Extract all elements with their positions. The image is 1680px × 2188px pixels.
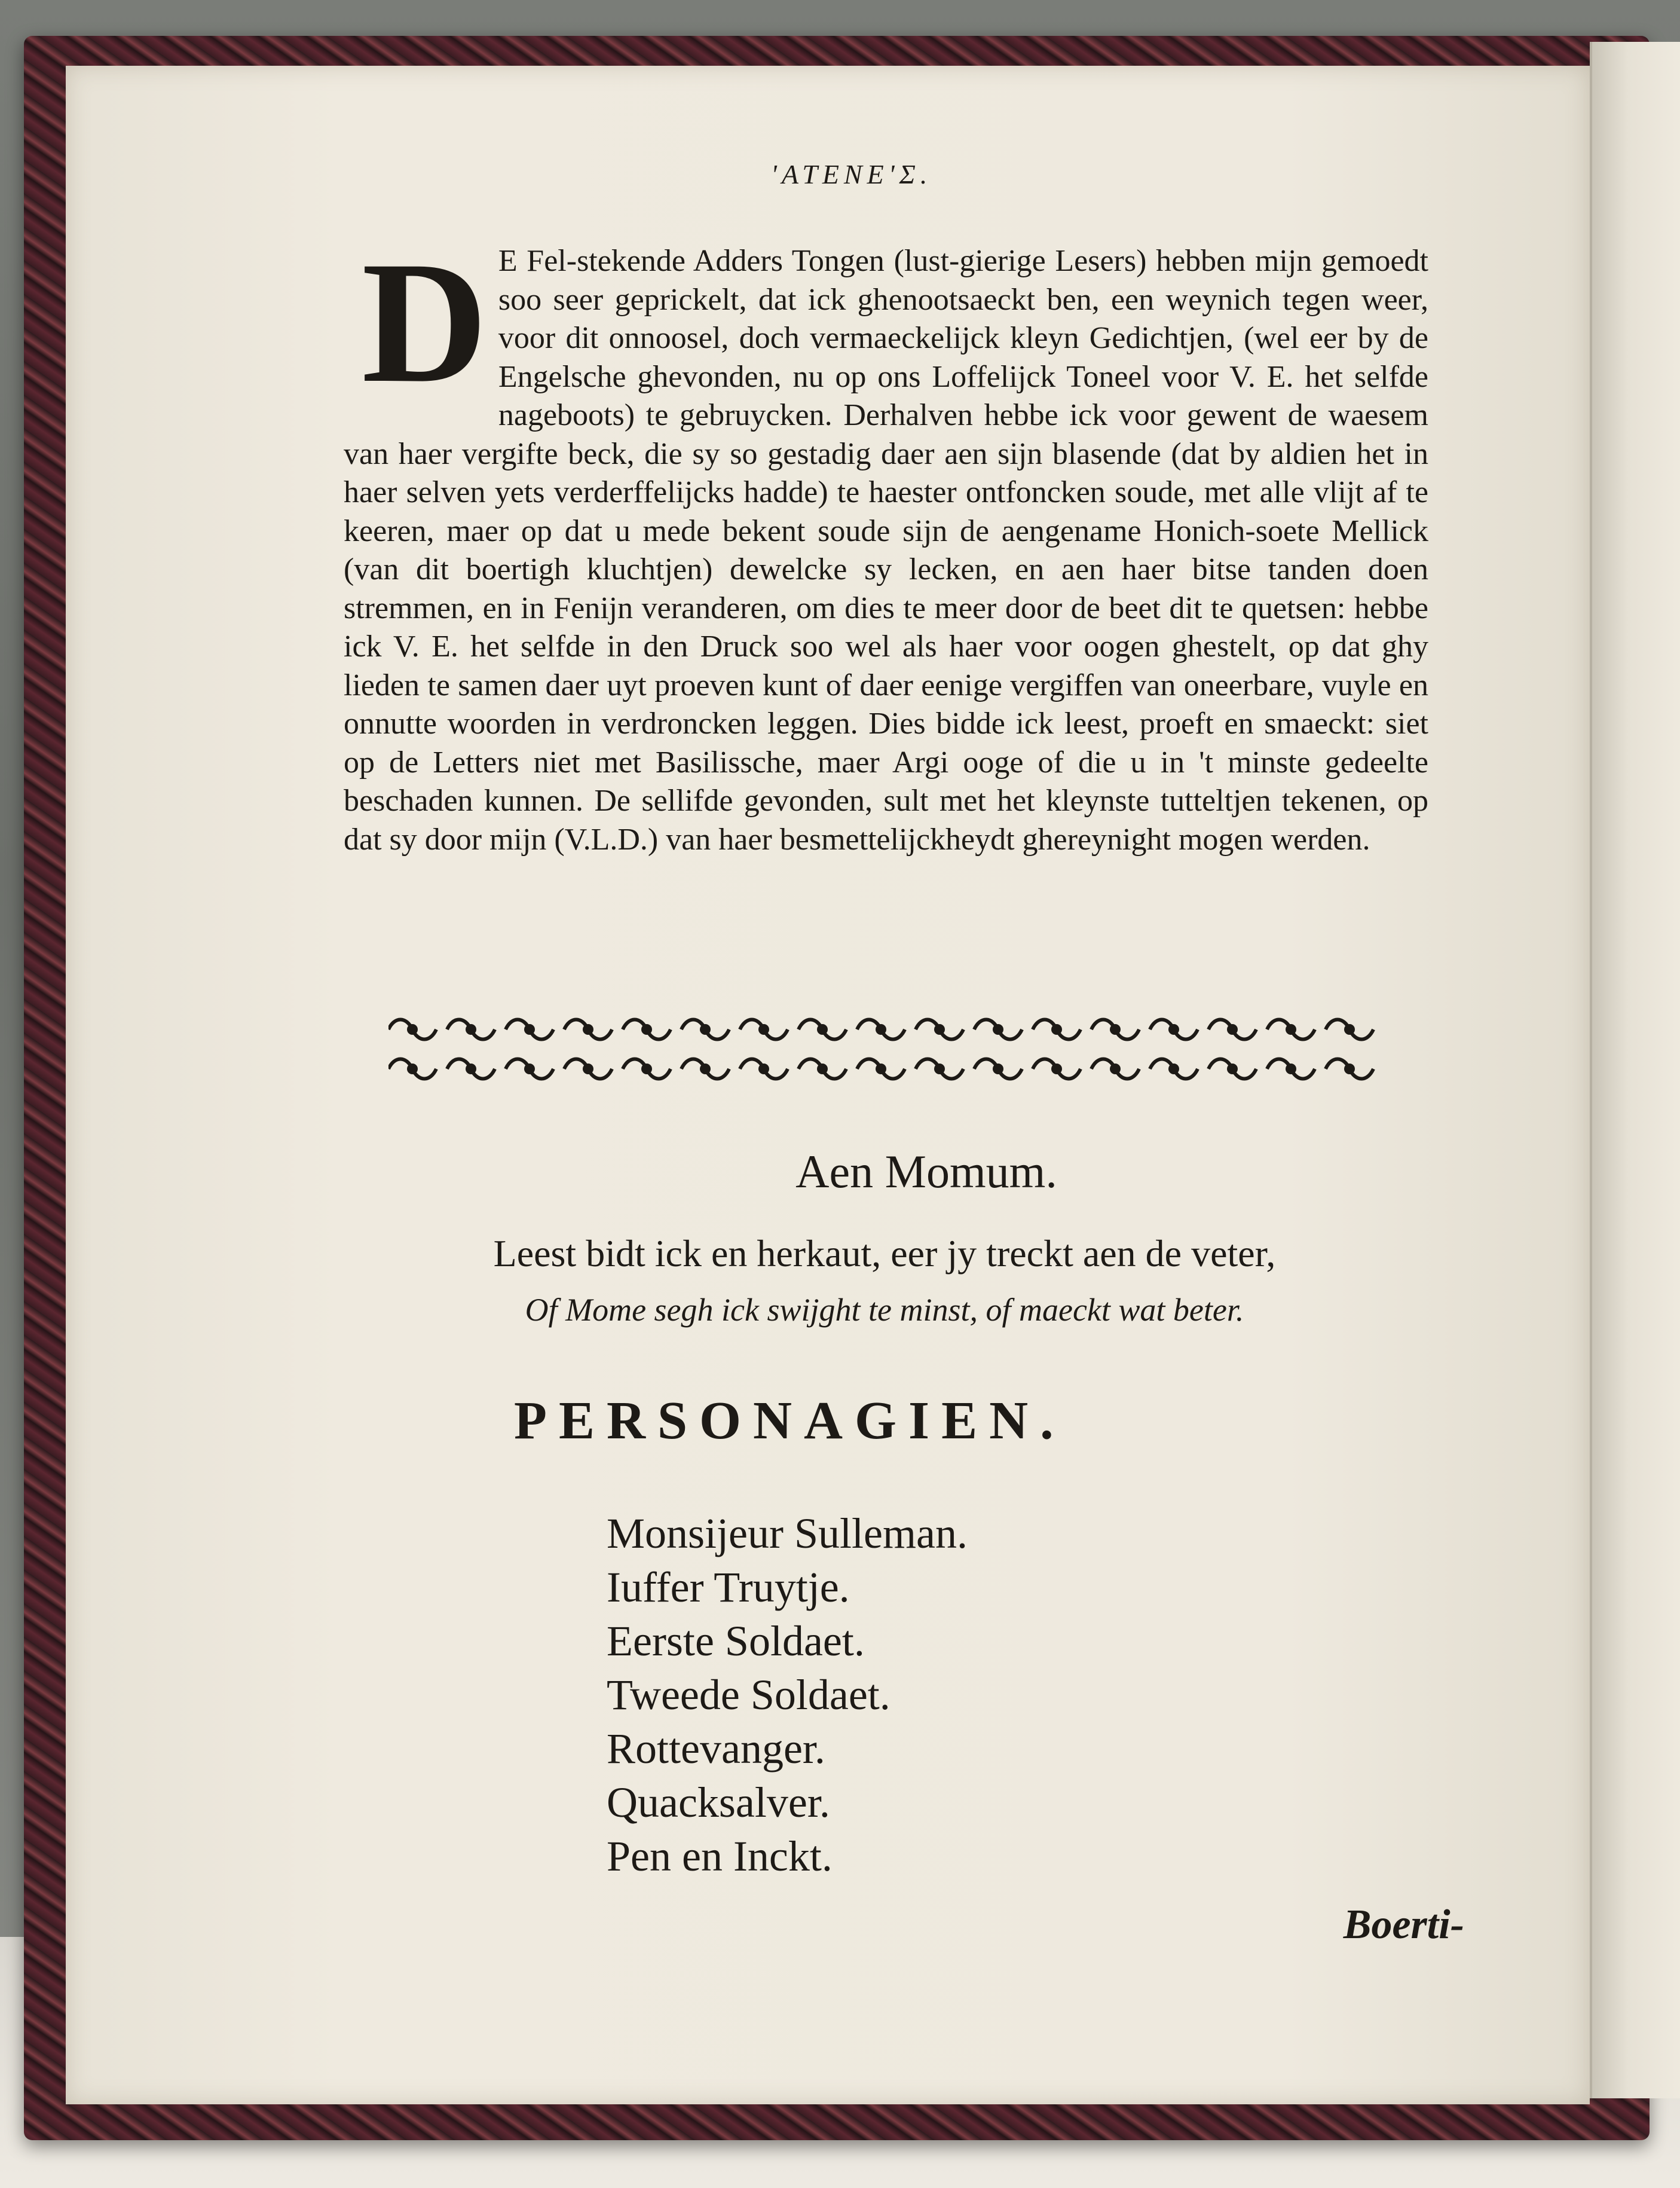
fleuron-unit [447, 1059, 495, 1079]
fleuron-unit [623, 1059, 671, 1079]
fleuron-unit [564, 1020, 612, 1040]
fleuron-unit [1033, 1020, 1081, 1040]
fleuron-unit [857, 1020, 905, 1040]
fleuron-unit [740, 1059, 788, 1079]
cast-member: Rottevanger. [607, 1725, 825, 1773]
cast-heading: PERSONAGIEN. [514, 1391, 1066, 1450]
fleuron-unit [506, 1020, 553, 1040]
fleuron-unit [388, 1020, 436, 1040]
fleuron-unit [564, 1059, 612, 1079]
fleuron-unit [740, 1020, 788, 1040]
drop-cap: D [362, 226, 488, 419]
fleuron-unit [974, 1059, 1022, 1079]
fleuron-border-icon [388, 1010, 1381, 1088]
fleuron-unit [681, 1020, 729, 1040]
fleuron-unit [916, 1059, 963, 1079]
preface-text: E Fel-stekende Adders Tongen (lust-gierige Lesers) hebben mijn gemoedt soo seer geprickelt, dat ick ghenootsaeckt ben, een weynich tegen weer, voor dit onnoosel, doch vermaeckelijck kleyn Gedichtjen, (wel eer by de Engelsche ghevonden, nu op ons Loffelijck Toneel voor V. E. het selfde nageboots) te gebruycken. Derhalven hebbe ick voor gewent de waesem van haer vergifte beck, die sy so gestadig daer aen sijn blasende (dat by aldien het in haer selven yets verderffelijcks hadde) te haester ontfoncken soude, met alle vlijt af te keeren, maer op dat u mede bekent soude sijn de aengename Honich-soete Mellick (van dit boertigh kluchtjen) dewelcke sy lecken, en aen haer bitse tanden doen stremmen, en in Fenijn veranderen, om dies te meer door de beet dit te quetsen: hebbe ick V. E. het selfde in den Druck soo wel als haer voor oogen ghestelt, op dat ghy lieden te samen daer uyt proeven kunt of daer eenige vergiffen van oneerbare, vuyle en onnutte woorden in verdroncken leggen. Dies bidde ick leest, proeft en smaeckt: siet op de Letters niet met Basilissche, maer Argi ooge of die u in 't minste gedeelte beschaden kunnen. De sellifde gevonden, sult met het kleynste tutteltjen tekenen, op dat sy door mijn (V.L.D.) van haer besmettelijckheydt ghereynight mogen werden. [344, 244, 1428, 857]
facing-page-edge [1590, 42, 1680, 2098]
catchword: Boerti- [1343, 1902, 1464, 1948]
fleuron-unit [974, 1020, 1022, 1040]
fleuron-unit [1326, 1020, 1373, 1040]
fleuron-unit [506, 1059, 553, 1079]
dedication-verse-line-2: Of Mome segh ick swijght te minst, of maeckt wat beter. [525, 1292, 1244, 1328]
fleuron-unit [1208, 1020, 1256, 1040]
fleuron-unit [798, 1020, 846, 1040]
preface-paragraph [344, 226, 1428, 859]
fleuron-unit [1267, 1020, 1315, 1040]
fleuron-unit [798, 1059, 846, 1079]
fleuron-unit [447, 1020, 495, 1040]
cast-member: Quacksalver. [607, 1778, 830, 1826]
cast-member: Monsijeur Sulleman. [607, 1509, 968, 1557]
fleuron-unit [916, 1020, 963, 1040]
cast-member: Tweede Soldaet. [607, 1671, 891, 1719]
dedication-title: Aen Momum. [795, 1145, 1057, 1197]
fleuron-unit [681, 1059, 729, 1079]
fleuron-unit [1208, 1059, 1256, 1079]
cast-member: Iuffer Truytje. [607, 1563, 850, 1611]
fleuron-unit [1091, 1020, 1139, 1040]
cast-member: Pen en Inckt. [607, 1832, 833, 1880]
fleuron-unit [1150, 1059, 1198, 1079]
fleuron-unit [1091, 1059, 1139, 1079]
dedication-verse-line-1: Leest bidt ick en herkaut, eer jy treckt aen de veter, [493, 1232, 1276, 1275]
fleuron-unit [1150, 1020, 1198, 1040]
cast-list [607, 1506, 1264, 1883]
running-head: 'ATENE'Σ. [771, 159, 932, 190]
fleuron-unit [1267, 1059, 1315, 1079]
fleuron-unit [857, 1059, 905, 1079]
printers-ornament-band [388, 1010, 1381, 1088]
fleuron-unit [623, 1020, 671, 1040]
fleuron-unit [388, 1059, 436, 1079]
fleuron-unit [1326, 1059, 1373, 1079]
cast-member: Eerste Soldaet. [607, 1617, 865, 1665]
fleuron-unit [1033, 1059, 1081, 1079]
